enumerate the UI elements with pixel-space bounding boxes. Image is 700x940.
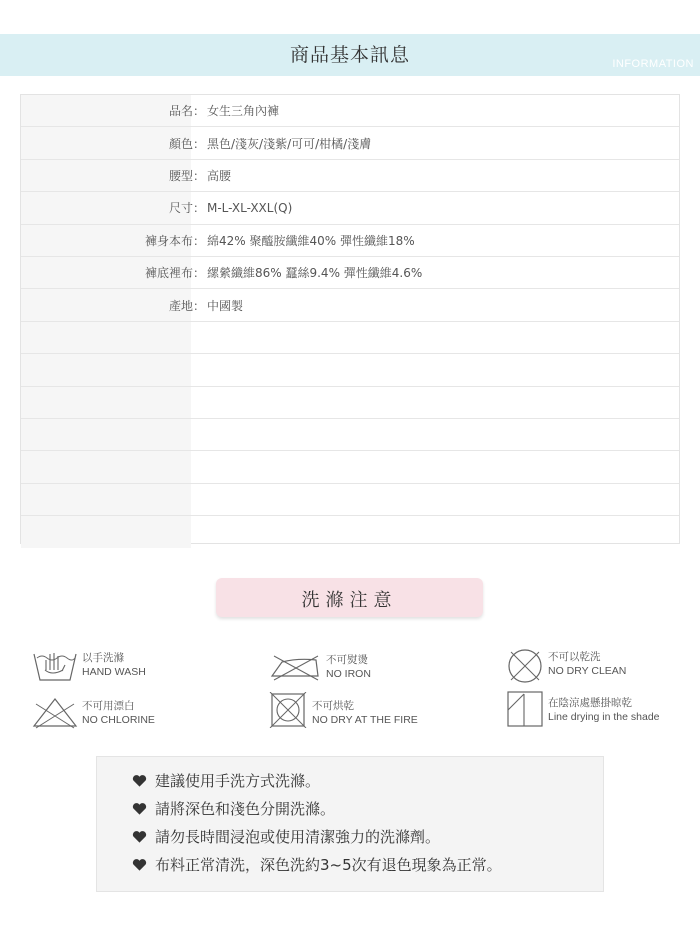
info-row bbox=[21, 484, 679, 516]
info-value: M-L-XL-XXL(Q) bbox=[207, 200, 293, 215]
section-subtitle: INFORMATION bbox=[612, 58, 694, 70]
info-row bbox=[21, 322, 679, 354]
care-label-zh: 以手洗滌 bbox=[82, 652, 124, 664]
care-hand-wash bbox=[32, 648, 146, 682]
info-row bbox=[21, 451, 679, 483]
info-label: 品名： bbox=[168, 104, 205, 119]
info-value: 高腰 bbox=[207, 168, 232, 183]
heart-icon bbox=[132, 774, 147, 788]
care-label-en: NO DRY CLEAN bbox=[548, 665, 627, 677]
info-row bbox=[21, 516, 679, 548]
info-row bbox=[21, 225, 679, 257]
care-line-dry-shade bbox=[506, 690, 660, 728]
care-label-en: Line drying in the shade bbox=[548, 711, 660, 723]
tip-item bbox=[132, 854, 502, 875]
no-tumble-dry-icon bbox=[268, 692, 308, 728]
care-label-en: HAND WASH bbox=[82, 666, 146, 678]
info-label: 產地： bbox=[168, 298, 205, 313]
care-label-en: NO IRON bbox=[326, 668, 371, 680]
heart-icon bbox=[132, 830, 147, 844]
info-label: 顏色： bbox=[168, 136, 205, 151]
care-no-tumble-dry bbox=[268, 692, 418, 728]
care-no-dry-clean bbox=[506, 648, 626, 684]
heart-icon bbox=[132, 858, 147, 872]
line-dry-shade-icon bbox=[506, 690, 544, 728]
info-value: 黑色/淺灰/淺紫/可可/柑橘/淺膚 bbox=[207, 136, 372, 151]
info-row bbox=[21, 419, 679, 451]
info-row bbox=[21, 95, 679, 127]
care-label-zh: 在陰涼處懸掛晾乾 bbox=[548, 697, 632, 709]
tip-text: 請將深色和淺色分開洗滌。 bbox=[155, 800, 336, 818]
tip-item bbox=[132, 798, 335, 819]
care-no-chlorine bbox=[32, 696, 155, 730]
no-chlorine-icon bbox=[32, 696, 78, 730]
info-label: 褲底裡布： bbox=[144, 266, 205, 281]
info-row bbox=[21, 192, 679, 224]
info-row bbox=[21, 160, 679, 192]
info-value: 綿42% 聚醯胺纖維40% 彈性纖維18% bbox=[207, 233, 415, 248]
info-row bbox=[21, 257, 679, 289]
info-row bbox=[21, 127, 679, 159]
care-label-zh: 不可用漂白 bbox=[82, 700, 135, 712]
no-dry-clean-icon bbox=[506, 648, 544, 684]
care-label-en: NO CHLORINE bbox=[82, 714, 155, 726]
care-label-zh: 不可以乾洗 bbox=[548, 651, 601, 663]
care-label-zh: 不可熨燙 bbox=[326, 654, 368, 666]
info-row bbox=[21, 387, 679, 419]
section-title: 商品基本訊息 bbox=[289, 44, 410, 66]
info-label: 褲身本布： bbox=[144, 233, 205, 248]
no-iron-icon bbox=[268, 652, 322, 682]
tip-item bbox=[132, 770, 320, 791]
info-value: 中國製 bbox=[207, 298, 244, 313]
tip-item bbox=[132, 826, 440, 847]
info-label: 腰型： bbox=[168, 168, 205, 183]
info-row bbox=[21, 289, 679, 321]
info-value: 女生三角內褲 bbox=[207, 104, 280, 119]
product-info-table bbox=[20, 94, 680, 544]
care-label-en: NO DRY AT THE FIRE bbox=[312, 714, 418, 726]
heart-icon bbox=[132, 802, 147, 816]
info-label: 尺寸： bbox=[168, 201, 205, 216]
care-no-iron bbox=[268, 652, 371, 682]
tip-text: 請勿長時間浸泡或使用清潔強力的洗滌劑。 bbox=[155, 828, 441, 846]
info-value: 縲縈纖維86% 蠶絲9.4% 彈性纖維4.6% bbox=[207, 266, 423, 281]
info-row bbox=[21, 354, 679, 386]
care-label-zh: 不可烘乾 bbox=[312, 700, 354, 712]
wash-title: 洗滌注意 bbox=[301, 590, 398, 611]
tip-text: 布料正常清洗，深色洗約3~5次有退色現象為正常。 bbox=[155, 856, 502, 874]
hand-wash-icon bbox=[32, 648, 78, 682]
tip-text: 建議使用手洗方式洗滌。 bbox=[155, 772, 321, 790]
